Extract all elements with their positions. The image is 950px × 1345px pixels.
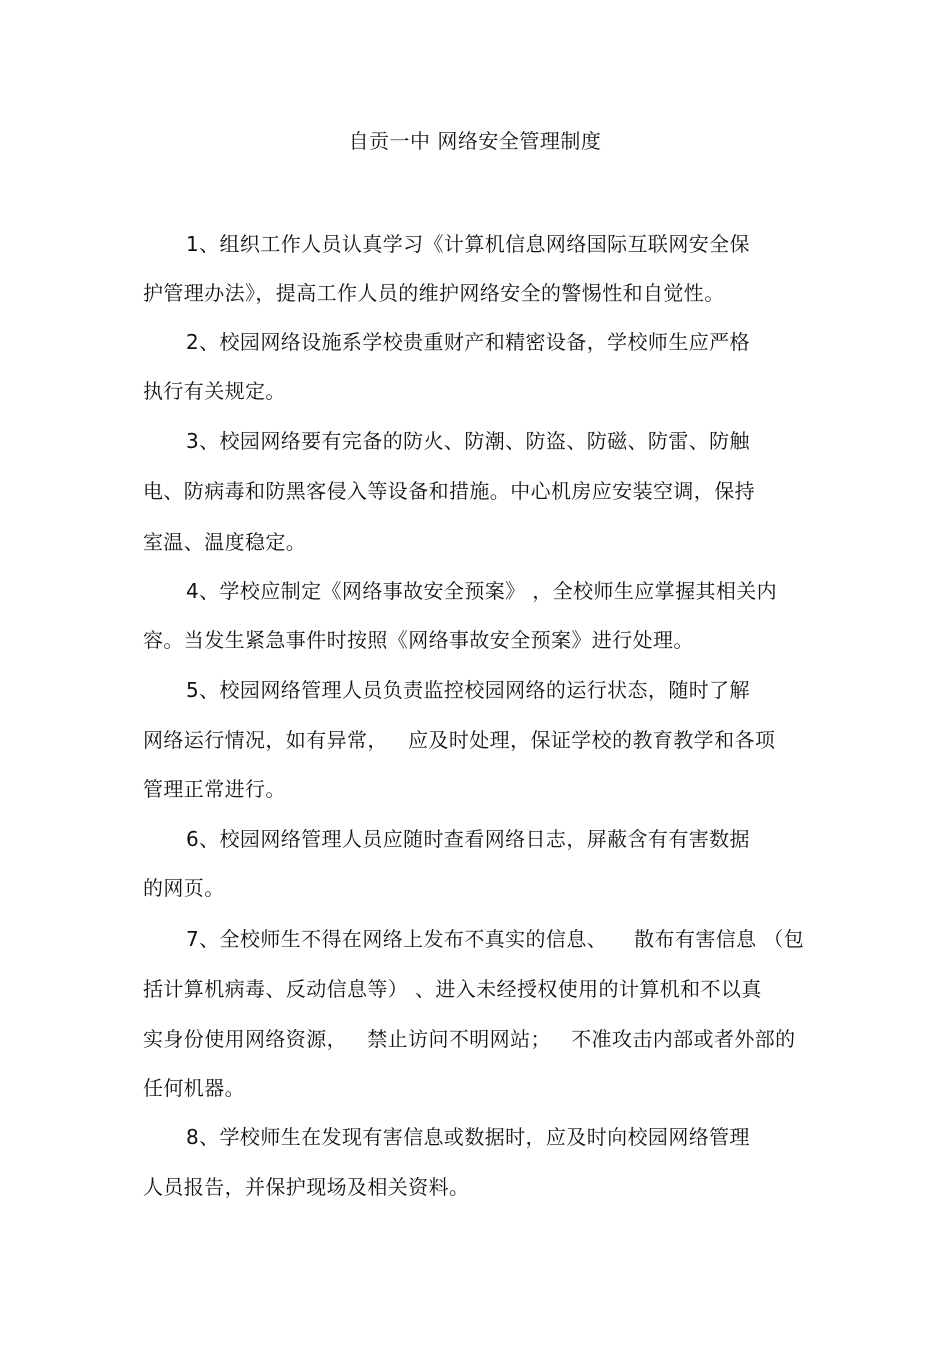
paragraph-4-line-1: 4、学校应制定《网络事故安全预案》 ，全校师生应掌握其相关内 xyxy=(186,579,778,603)
paragraph-6-line-2: 的网页。 xyxy=(143,876,225,900)
paragraph-6-line-1: 6、校园网络管理人员应随时查看网络日志，屏蔽含有有害数据 xyxy=(186,827,750,851)
paragraph-7-line-3: 实身份使用网络资源， 禁止访问不明网站； 不准攻击内部或者外部的 xyxy=(143,1027,796,1051)
paragraph-5-line-1: 5、校园网络管理人员负责监控校园网络的运行状态，随时了解 xyxy=(186,678,750,702)
paragraph-7-line-4: 任何机器。 xyxy=(143,1076,245,1100)
paragraph-3-line-1: 3、校园网络要有完备的防火、防潮、防盗、防磁、防雷、防触 xyxy=(186,429,750,453)
paragraph-8-line-1: 8、学校师生在发现有害信息或数据时，应及时向校园网络管理 xyxy=(186,1125,750,1149)
paragraph-4-line-2: 容。当发生紧急事件时按照《网络事故安全预案》进行处理。 xyxy=(143,628,694,652)
document-title: 自贡一中 网络安全管理制度 xyxy=(348,129,602,153)
paragraph-2-line-2: 执行有关规定。 xyxy=(143,379,286,403)
paragraph-8-line-2: 人员报告，并保护现场及相关资料。 xyxy=(143,1175,470,1199)
paragraph-7-line-1: 7、全校师生不得在网络上发布不真实的信息、 散布有害信息 （包 xyxy=(186,927,805,951)
paragraph-3-line-3: 室温、温度稳定。 xyxy=(143,530,307,554)
paragraph-7-line-2: 括计算机病毒、反动信息等） 、进入未经授权使用的计算机和不以真 xyxy=(143,977,762,1001)
paragraph-2-line-1: 2、校园网络设施系学校贵重财产和精密设备，学校师生应严格 xyxy=(186,330,750,354)
paragraph-5-line-2: 网络运行情况，如有异常， 应及时处理，保证学校的教育教学和各项 xyxy=(143,728,776,752)
paragraph-3-line-2: 电、防病毒和防黑客侵入等设备和措施。中心机房应安装空调，保持 xyxy=(143,479,755,503)
paragraph-5-line-3: 管理正常进行。 xyxy=(143,777,286,801)
paragraph-1-line-2: 护管理办法》，提高工作人员的维护网络安全的警惕性和自觉性。 xyxy=(143,281,725,305)
paragraph-1-line-1: 1、组织工作人员认真学习《计算机信息网络国际互联网安全保 xyxy=(186,232,750,256)
